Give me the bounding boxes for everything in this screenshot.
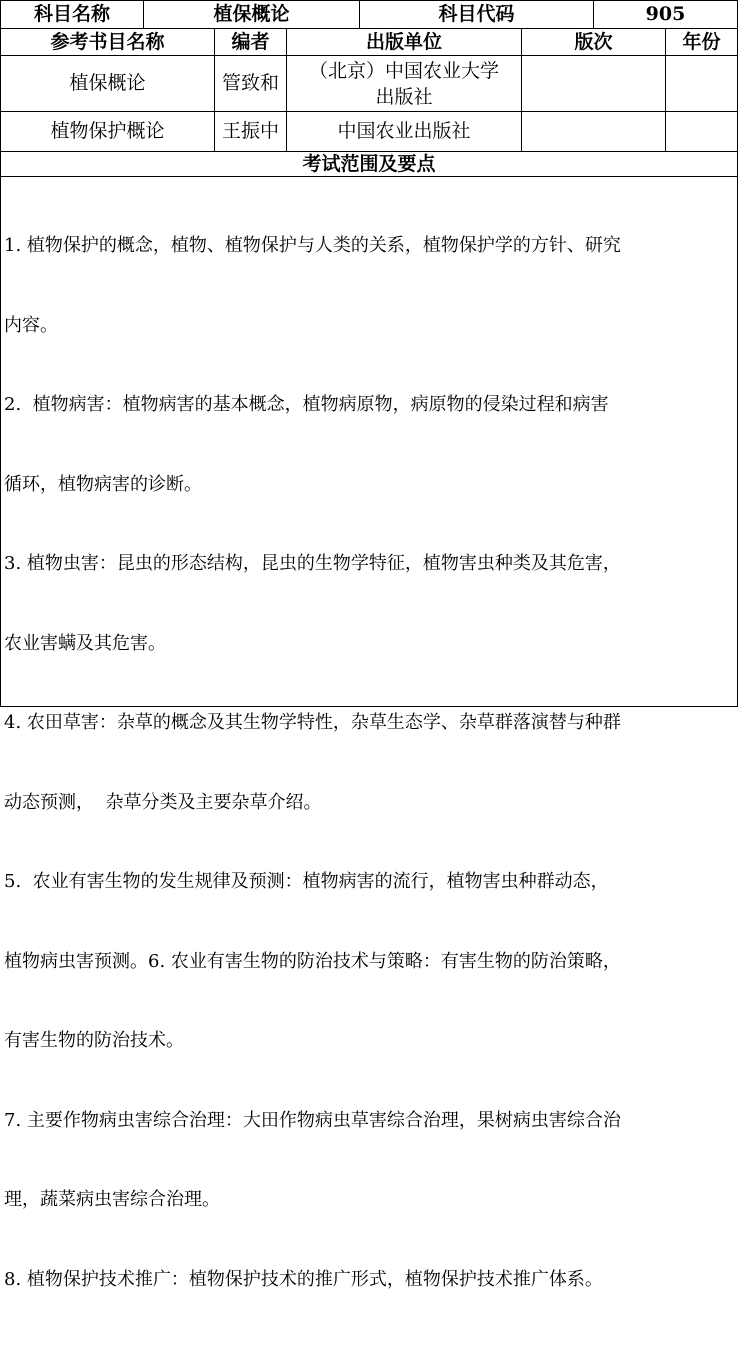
exam-line: 动态预测， 杂草分类及主要杂草介绍。: [4, 791, 322, 813]
subject-code-value: 905: [645, 3, 686, 25]
exam-line: 3. 植物虫害：昆虫的形态结构，昆虫的生物学特征，植物害虫种类及其危害，: [4, 553, 621, 574]
exam-line: 内容。: [4, 314, 58, 336]
exam-scope-heading: 考试范围及要点: [302, 152, 436, 175]
book-editor-cell: 管致和: [221, 72, 279, 94]
book-editor-cell: 王振中: [221, 120, 279, 142]
book-publisher-line1: 中国农业出版社: [337, 120, 471, 142]
exam-line: 1. 植物保护的概念，植物、植物保护与人类的关系，植物保护学的方针、研究: [4, 235, 621, 256]
column-header-editor: 编者: [231, 30, 270, 53]
exam-line: 植物病虫害预测。6. 农业有害生物的防治技术与策略：有害生物的防治策略，: [4, 950, 621, 972]
exam-line: 2. 植物病害：植物病害的基本概念，植物病原物，病原物的侵染过程和病害: [4, 394, 609, 415]
rule: [0, 176, 738, 177]
exam-line: 农业害螨及其危害。: [4, 632, 166, 654]
exam-line: 7. 主要作物病虫害综合治理：大田作物病虫草害综合治理，果树病虫害综合治: [4, 1109, 621, 1131]
exam-line: 循环，植物病害的诊断。: [4, 473, 202, 495]
subject-name-label: 科目名称: [33, 3, 110, 25]
exam-line: 理，蔬菜病虫害综合治理。: [4, 1189, 220, 1210]
book-title-cell: 植保概论: [69, 72, 146, 94]
exam-line: 有害生物的防治技术。: [4, 1030, 184, 1051]
exam-line: 5. 农业有害生物的发生规律及预测：植物病害的流行，植物害虫种群动态，: [4, 871, 609, 892]
exam-scope-body: [4, 180, 734, 1346]
column-header-edition: 版次: [574, 30, 613, 53]
book-edition-cell: [522, 56, 665, 111]
book-year-cell: [666, 56, 737, 111]
book-year-cell: [666, 112, 737, 151]
book-edition-cell: [522, 112, 665, 151]
column-header-publisher: 出版单位: [365, 30, 442, 53]
exam-line: 8. 植物保护技术推广：植物保护技术的推广形式，植物保护技术推广体系。: [4, 1268, 603, 1290]
column-header-year: 年份: [682, 30, 721, 53]
book-publisher-line1: （北京）中国农业大学: [308, 59, 499, 82]
subject-name-value: 植保概论: [213, 3, 290, 25]
book-publisher-line2: 出版社: [375, 85, 433, 108]
book-title-cell: 植物保护概论: [50, 120, 165, 142]
column-header-book-title: 参考书目名称: [50, 30, 165, 53]
exam-line: 4. 农田草害：杂草的概念及其生物学特性，杂草生态学、杂草群落演替与种群: [4, 712, 621, 733]
subject-code-label: 科目代码: [438, 3, 515, 25]
